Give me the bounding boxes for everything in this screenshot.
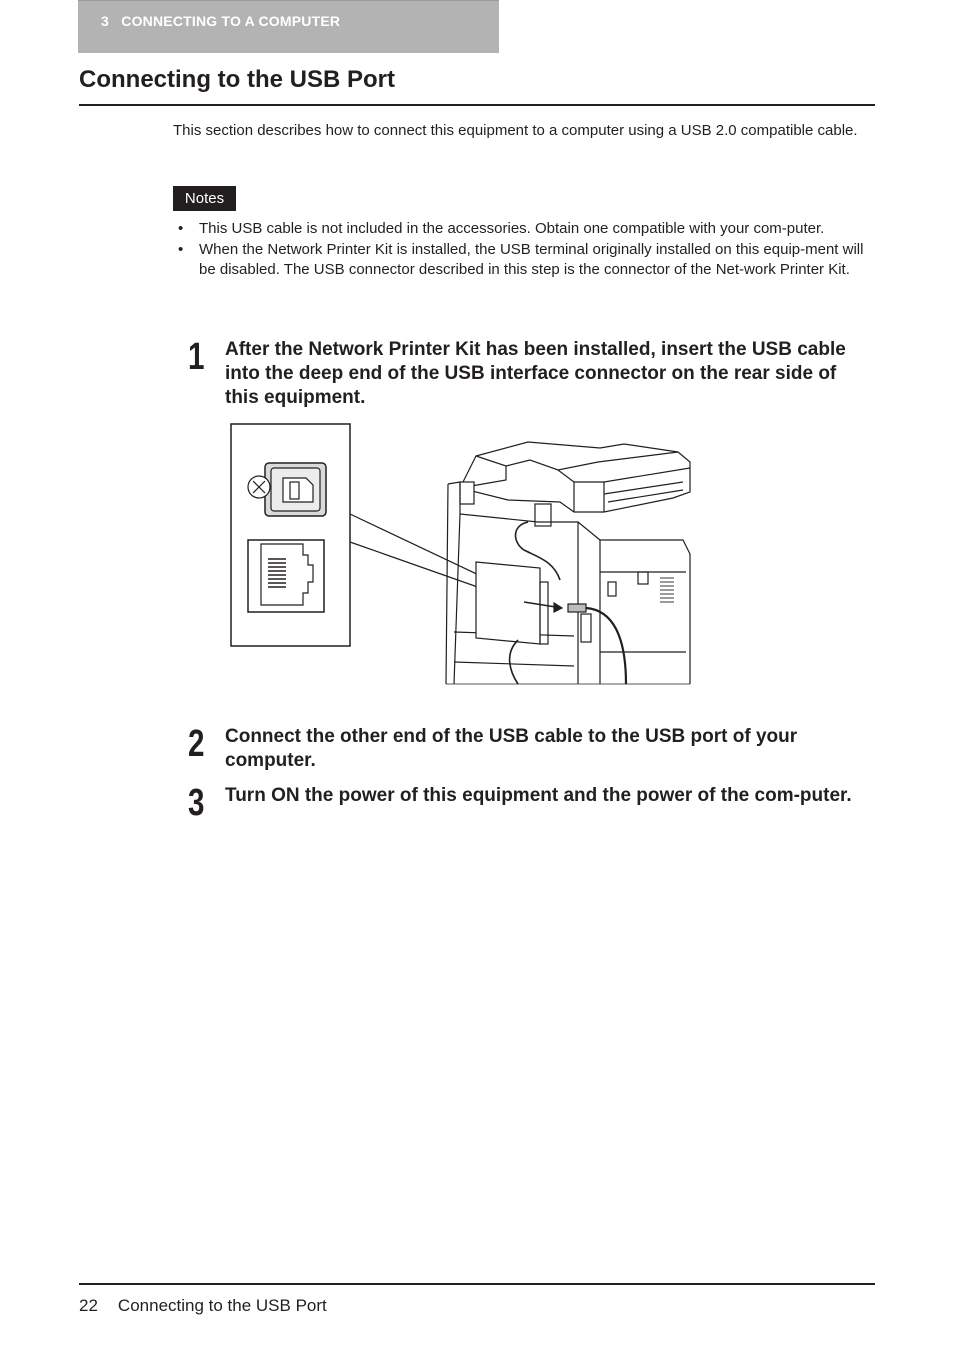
title-divider [79,104,875,106]
footer-section-title: Connecting to the USB Port [117,1296,327,1315]
step-3-number: 3 [188,782,205,824]
page-footer [79,1296,327,1316]
usb-connection-illustration [228,422,698,693]
footer-divider [79,1283,875,1285]
chapter-header-tab [78,0,499,53]
step-1-number: 1 [188,336,205,378]
ethernet-port-icon [248,540,324,612]
step-3-text: Turn ON the power of this equipment and the power of the com-puter. [225,785,852,806]
notes-list [173,219,875,281]
note-item: • This USB cable is not included in the accessories. Obtain one compatible with your com-puter. [178,220,825,237]
printer-illustration [446,442,690,684]
notes-badge: Notes [173,186,236,211]
page-title: Connecting to the USB Port [79,66,395,93]
usb-port-icon [265,463,326,516]
step-2-number: 2 [188,723,205,765]
step-2-text: Connect the other end of the USB cable to the USB port of your computer. [225,726,798,771]
page-number: 22 [79,1296,98,1315]
note-item: • When the Network Printer Kit is installed, the USB terminal originally installed on this equip-ment will be disabled. The USB connector described in this step is the connector of the Net-work Printer Kit. [178,240,864,278]
screw-icon [248,476,270,498]
chapter-label: 3 CONNECTING TO A COMPUTER [101,13,341,29]
step-1-text: After the Network Printer Kit has been installed, insert the USB cable into the deep end of the USB interface connector on the rear side of this equipment. [225,339,846,408]
usb-plug [568,604,586,612]
note-text: When the Network Printer Kit is installed, the USB terminal originally installed on this equip-ment will be disabled. The USB connector described in this step is the connector of the Net-work Printer Kit. [199,240,864,278]
intro-paragraph: This section describes how to connect this equipment to a computer using a USB 2.0 compatible cable. [173,122,858,139]
note-text: This USB cable is not included in the accessories. Obtain one compatible with your com-puter. [199,220,825,237]
